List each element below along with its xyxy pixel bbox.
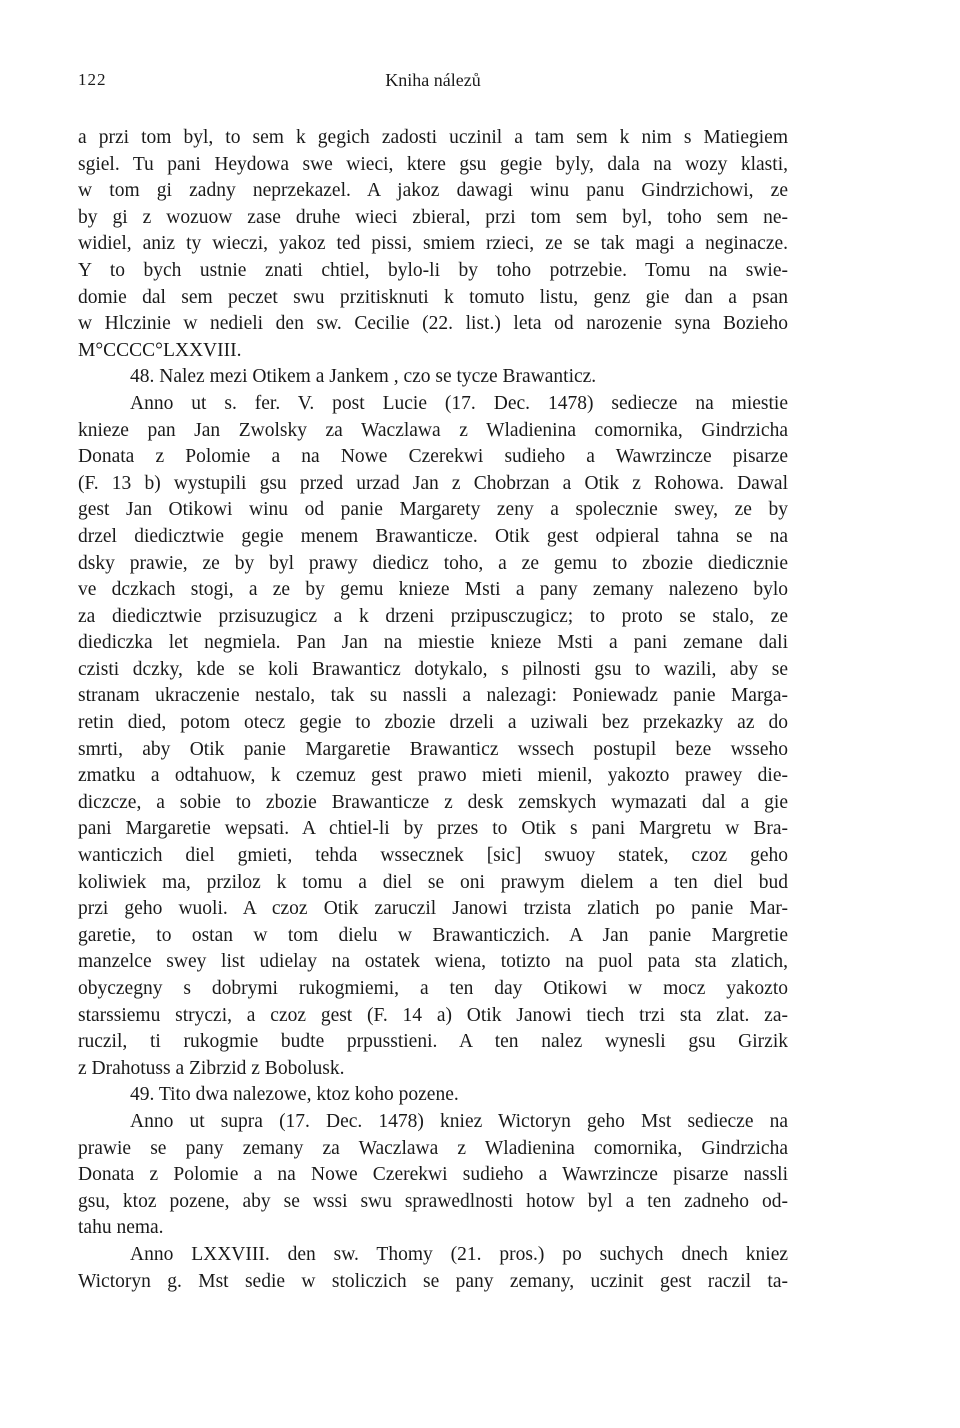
text-line: Anno ut supra (17. Dec. 1478) kniez Wictoryn geho Mst sediecze na <box>130 1110 788 1132</box>
text-line: czisti dczky, kde se koli Brawanticz dotykalo, s pilnosti gsu to wazili, aby se <box>78 658 788 680</box>
text-line: Wictoryn g. Mst sedie w stoliczich se pany zemany, uczinit gest raczil ta- <box>78 1270 788 1292</box>
text-line: retin died, potom otecz gegie to zbozie drzeli a uziwali bez przekazky az do <box>78 712 788 734</box>
text-line: Anno ut s. fer. V. post Lucie (17. Dec. 1478) sediecze na miestie <box>130 392 788 414</box>
running-head <box>78 70 788 94</box>
text-line: manzelce swey list udielay na ostatek wiena, totizto na puol pata sta zlatich, <box>78 951 788 973</box>
text-line: domie dal sem peczet swu przitisknuti k tomuto listu, genz gie dan a psan <box>78 286 788 308</box>
text-line: dsky prawie, ze by byl prawy diedicz toho, a ze gemu to zbozie diedicznie <box>78 552 788 574</box>
text-line: Anno LXXVIII. den sw. Thomy (21. pros.) po suchych dnech kniez <box>130 1243 788 1265</box>
text-line: diediczka let negmiela. Pan Jan na miestie knieze Msti a pani zemane dali <box>78 632 788 654</box>
text-line: w Hlczinie w nedieli den sw. Cecilie (22. list.) leta od narozenie syna Bozieho <box>78 313 788 335</box>
text-line: za diedicztwie przisuzugicz a k drzeni przipusczugicz; to proto se stalo, ze <box>78 605 788 627</box>
section-heading-line: 49. Tito dwa nalezowe, ktoz koho pozene. <box>130 1084 459 1106</box>
text-line: z Drahotuss a Zibrzid z Bobolusk. <box>78 1057 345 1079</box>
text-line: pani Margaretie wepsati. A chtiel-li by przes to Otik s pani Margretu w Bra- <box>78 818 788 840</box>
text-line: Donata z Polomie a na Nowe Czerekwi sudieho a Wawrzincze pisarze nassli <box>78 1164 788 1186</box>
text-line: obyczegny s dobrymi rukogmiemi, a ten day Otikowi w mocz yakozto <box>78 978 788 999</box>
text-line: M°CCCC°LXXVIII. <box>78 339 242 361</box>
text-line: Y to bych ustnie znati chtiel, bylo-li by toho potrzebie. Tomu na swie- <box>78 259 788 281</box>
text-line: sgiel. Tu pani Heydowa swe wieci, ktere gsu gegie byly, dala na wozy klasti, <box>78 153 788 175</box>
text-line: drzel diedicztwie gegie menem Brawanticze. Otik gest odpieral tahna se na <box>78 525 788 547</box>
text-line: koliwiek ma, prziloz k tomu a diel se oni prawym dielem a ten diel bud <box>78 871 788 893</box>
text-line: gest Jan Otikowi winu od panie Margarety zeny a spolecznie swey, ze by <box>78 499 788 521</box>
text-line: przi geho wuoli. A czoz Otik zaruczil Janowi trzista zlatich po panie Mar- <box>78 898 788 920</box>
text-line: gsu, ktoz pozene, aby se wssi swu sprawedlnosti hotow byl a ten zadneho od- <box>78 1190 788 1212</box>
text-line: a przi tom byl, to sem k gegich zadosti uczinil a tam sem k nim s Matiegiem <box>78 127 788 148</box>
text-line: Donata z Polomie a na Nowe Czerekwi sudieho a Wawrzincze pisarze <box>78 446 788 468</box>
text-line: prawie se pany zemany za Waczlawa z Wladienina comornika, Gindrzicha <box>78 1137 788 1159</box>
page-number: 122 <box>78 70 107 89</box>
text-line: widiel, aniz ty wieczi, yakoz ted pissi, smiem rzieci, ze se tak magi a neginacze. <box>78 233 788 255</box>
text-line: smrti, aby Otik panie Margaretie Brawanticz wssech postupil beze wsseho <box>78 738 788 760</box>
text-line: w tom gi zadny neprzekazel. A jakoz dawagi winu panu Gindrzichowi, ze <box>78 180 788 202</box>
text-line: ve dczkach stogi, a ze by gemu knieze Msti a pany zemany nalezeno bylo <box>78 579 788 601</box>
text-line: (F. 13 b) wystupili gsu przed urzad Jan z Chobrzan a Otik z Rohowa. Dawal <box>78 472 788 494</box>
text-line: starssiemu stryczi, a czoz gest (F. 14 a) Otik Janowi tiech trzi sta zlat. za- <box>78 1004 788 1026</box>
section-heading-line: 48. Nalez mezi Otikem a Jankem , czo se tycze Brawanticz. <box>130 366 597 388</box>
text-line: stranam ukraczenie nestalo, tak su nassli a nalezagi: Poniewadz panie Marga- <box>78 685 788 707</box>
running-title: Kniha nálezů <box>385 70 481 90</box>
text-line: ruczil, ti rukogmie budte prpusstieni. A ten nalez wynesli gsu Girzik <box>78 1031 788 1053</box>
text-line: diczcze, a sobie to zbozie Brawanticze z desk zemskych wymazati dal a gie <box>78 791 788 813</box>
body-text <box>78 125 788 1295</box>
text-line: garetie, to ostan w tom dielu w Brawanticzich. A Jan panie Margretie <box>78 924 788 946</box>
text-line: knieze pan Jan Zwolsky za Waczlawa z Wladienina comornika, Gindrzicha <box>78 419 788 441</box>
text-line: wanticzich diel gmieti, tehda wssecznek [sic] swuoy statek, czoz geho <box>78 845 788 867</box>
text-line: zmatku a odtahuow, k czemuz gest prawo mieti mienil, yakozto prawey die- <box>78 765 788 787</box>
text-line: tahu nema. <box>78 1217 164 1239</box>
text-line: by gi z wozuow zase druhe wieci zbieral, przi tom sem byl, toho sem ne- <box>78 206 788 228</box>
